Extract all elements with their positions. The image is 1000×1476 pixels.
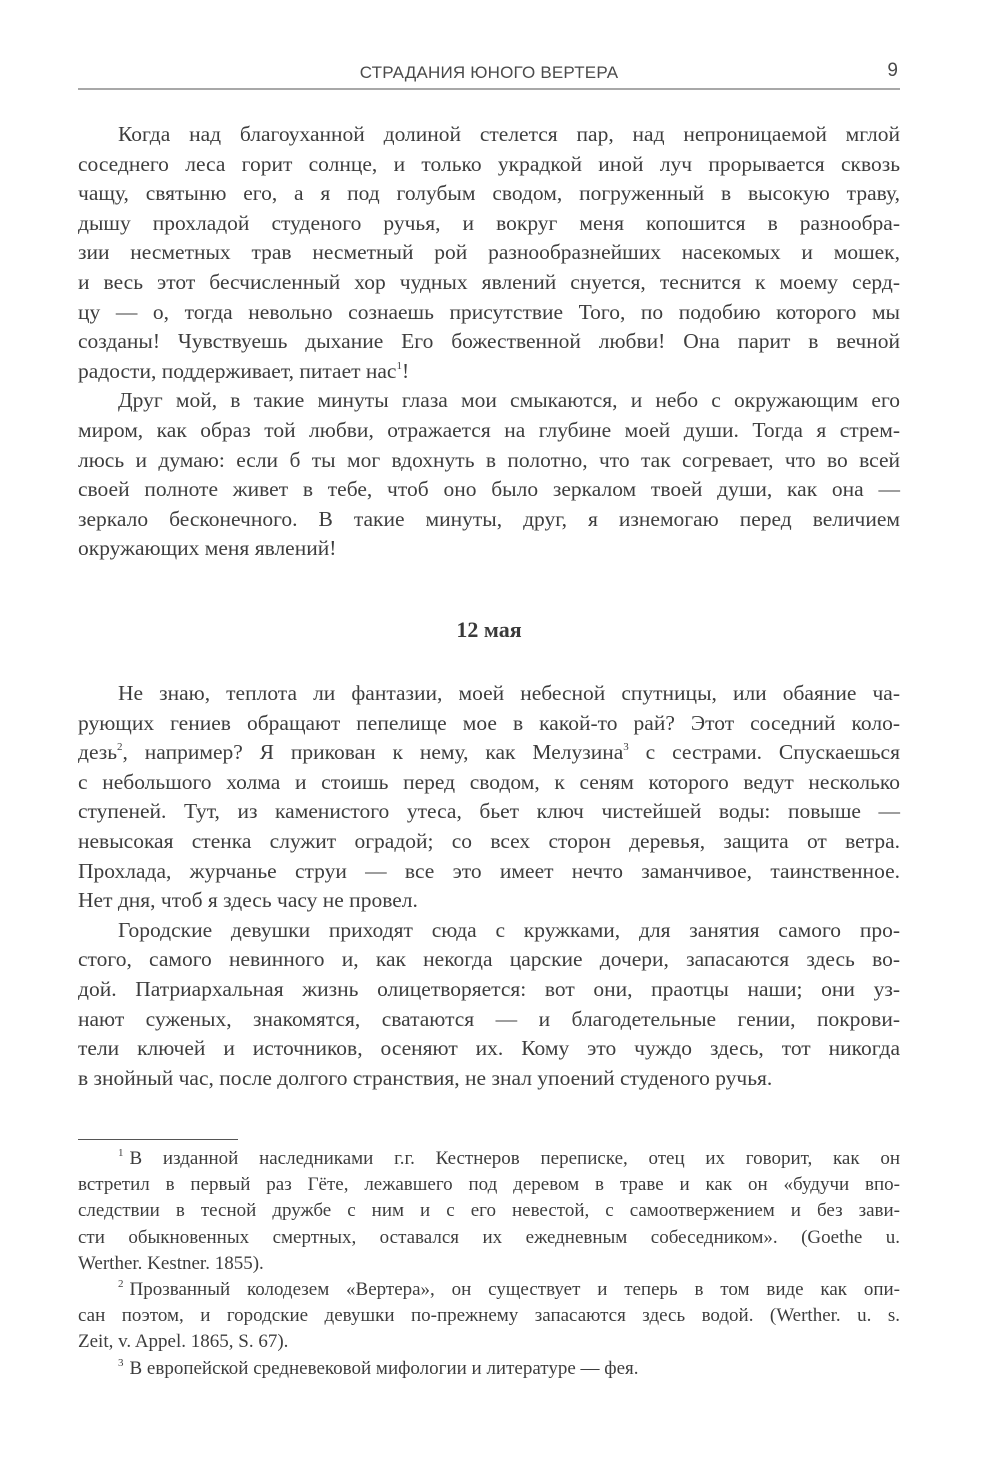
text-line: $^1$ В изданной наследниками г.г. Кестнеров переписке, отец их говорит, как он [118,1147,900,1169]
text-line: Городские девушки приходят сюда с кружками, для занятия самого про- [118,917,900,942]
section-heading: 12 мая [456,617,522,642]
text-line: $^2$ Прозванный колодезем «Вертера», он существует и теперь в том виде как опи- [118,1277,900,1300]
text-line: дышу прохладой студеного ручья, и вокруг меня копошится в разнообра- [78,210,900,235]
footnote-ref[interactable]: 1 [396,359,402,372]
footnote-mark: 2 [118,1277,124,1290]
text-line: и весь этот бесчисленный хор чудных явлений снуется, теснится к моему серд- [78,269,900,294]
text-line: радости, поддерживает, питает нас$^1$! [78,358,410,383]
text-line: зеркало бесконечного. В такие минуты, друг, я изнемогаю перед величием [78,506,900,531]
text-line: ступеней. Тут, из каменистого утеса, бьет ключ чистейшей воды: повыше — [78,799,900,824]
text-line: миром, как образ той любви, отражается на глубине моей души. Тогда я стрем- [78,417,900,442]
page-number: 9 [887,60,898,81]
text-line: Прохлада, журчанье струи — все это имеет нечто заманчивое, таинственное. [78,858,900,883]
footnote-separator [78,1139,238,1140]
text-line: зии несметных трав несметный рой разнообразнейших насекомых и мошек, [78,240,900,265]
text-line: Werther. Kestner. 1855). [78,1252,264,1274]
paragraph [78,386,900,564]
footnote-ref[interactable]: 3 [623,741,629,754]
text-line: нают суженых, знакомятся, сватаются — и благодетельные гении, покрови- [78,1006,900,1031]
footnote-3 [78,1356,900,1382]
footnote-mark: 1 [118,1147,124,1159]
text-line: чащу, святыню его, а я под голубым сводом, погруженный в высокую траву, [78,181,900,206]
text-line: Zeit, v. Appel. 1865, S. 67). [78,1331,289,1353]
text-line: $^3$ В европейской средневековой мифологии и литературе — фея. [118,1356,639,1379]
paragraph [78,679,900,916]
running-header [78,58,900,88]
text-line: следствии в тесной дружбе с ним и с его невестой, с самоотвержением и без зави- [78,1200,900,1222]
text-line: невысокая стенка служит оградой; со всех сторон деревья, защита от ветра. [78,828,900,853]
text-line: Когда над благоуханной долиной стелется пар, над непроницаемой мглой [118,122,900,146]
text-line: с небольшого холма и стоишь перед сводом, к сеням которого ведут несколько [78,769,900,794]
text-line: стого, самого невинного и, как некогда царские дочери, запасаются здесь во- [78,947,900,972]
text-line: дезь$^2$, например? Я прикован к нему, как Мелузина$^3$ с сестрами. Спускаешься [78,740,900,765]
text-line: созданы! Чувствуешь дыхание Его божественной любви! Она парит в вечной [78,329,900,354]
text-line: окружающих меня явлений! [78,536,337,561]
text-block-after-heading [78,679,900,1093]
text-line: в знойный час, после долгого странствия, не знал упоений студеного ручья. [78,1065,773,1090]
text-line: Друг мой, в такие минуты глаза мои смыкаются, и небо с окружающим его [118,388,900,413]
footnote-mark: 3 [118,1356,124,1369]
paragraph [78,916,900,1094]
text-line: люсь и думаю: если б ты мог вдохнуть в полотно, что так согревает, что во всей [78,447,900,472]
running-title: СТРАДАНИЯ ЮНОГО ВЕРТЕРА [359,63,619,82]
text-line: своей полноте живет в тебе, чтоб оно было зеркалом твоей души, как она — [78,477,900,502]
text-line: дой. Патриархальная жизнь олицетворяется: вот они, праотцы наши; они уз- [78,976,900,1001]
text-line: соседнего леса горит солнце, и только украдкой иной луч прорывается сквозь [78,151,900,176]
text-line: Не знаю, теплота ли фантазии, моей небесной спутницы, или обаяние ча- [118,681,900,705]
footnote-ref[interactable]: 2 [117,741,123,754]
text-line: Нет дня, чтоб я здесь часу не провел. [78,888,418,913]
text-line: сан поэтом, и городские девушки по-прежнему запасаются здесь водой. (Werther. u. s. [78,1305,900,1327]
header-rule [78,88,900,90]
footnote-2 [78,1277,900,1356]
text-line: рующих гениев обращают пепелище мое в какой-то рай? Этот соседний коло- [78,710,900,735]
text-line: цу — о, тогда невольно сознаешь присутствие Того, по подобию которого мы [78,299,900,324]
footnote-1 [78,1146,900,1277]
text-line: сти обыкновенных смертных, оставался их ежедневным собеседником». (Goethe u. [78,1226,900,1248]
text-line: встретил в первый раз Гёте, лежавшего под деревом в траве и как он «будучи впо- [78,1174,900,1196]
paragraph [78,120,900,386]
footnotes [78,1146,900,1382]
text-block-before-heading [78,120,900,564]
text-line: тели ключей и источников, осеняют их. Кому это чуждо здесь, тот никогда [78,1036,900,1061]
